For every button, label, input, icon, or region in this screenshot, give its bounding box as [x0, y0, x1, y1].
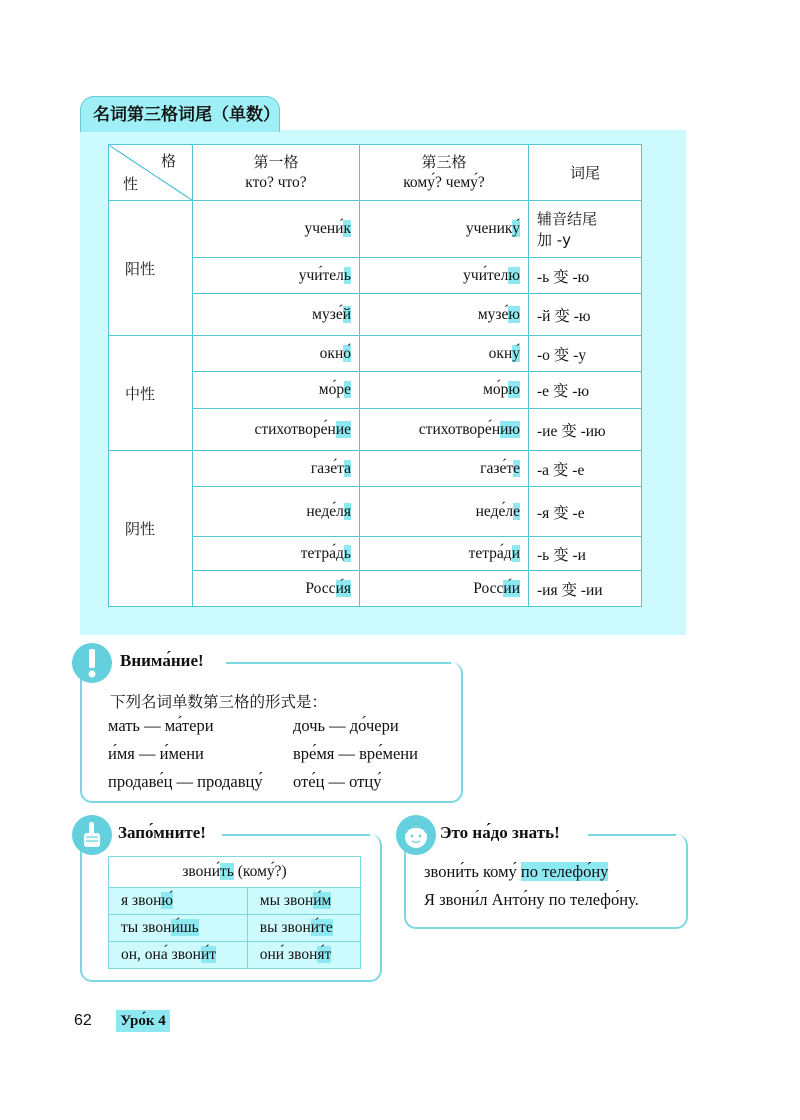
gender-masculine: 阳性	[109, 201, 193, 336]
conjugation-table	[108, 856, 361, 969]
nominative-cell: газе́та	[193, 451, 360, 487]
ending-cell: -е 变 -ю	[529, 372, 642, 409]
nominative-cell: окно́	[193, 336, 360, 372]
irregular-pair: дочь — до́чери	[293, 716, 399, 735]
ending-cell: -я 变 -е	[529, 487, 642, 537]
irregular-pair: оте́ц — отцу́	[293, 772, 382, 791]
remember-title: Запо́мните!	[118, 823, 206, 842]
conjugation-cell: ты звони́шь	[109, 915, 248, 942]
dative-cell: газе́те	[360, 451, 529, 487]
dative-cell: ученику́	[360, 201, 529, 258]
dative-cell: музе́ю	[360, 294, 529, 336]
nominative-cell: Росси́я	[193, 571, 360, 607]
conjugation-cell: он, она́ звони́т	[109, 942, 248, 969]
nominative-cell: учени́к	[193, 201, 360, 258]
nominative-cell: музе́й	[193, 294, 360, 336]
need-to-know-divider	[588, 834, 676, 836]
gender-feminine: 阴性	[109, 451, 193, 607]
phrase-line: звони́ть кому́ по телефо́ну	[424, 862, 609, 881]
ending-cell: -й 变 -ю	[529, 294, 642, 336]
table-row	[109, 888, 361, 915]
pointing-hand-icon	[72, 815, 112, 855]
attention-divider	[226, 662, 451, 664]
corner-case-label: 格	[160, 152, 176, 170]
nominative-cell: тетра́дь	[193, 537, 360, 571]
ending-cell: -о 变 -у	[529, 336, 642, 372]
table-row	[109, 336, 642, 372]
dative-cell: неде́ле	[360, 487, 529, 537]
col-dative-header: 第三格 кому́? чему́?	[360, 145, 529, 201]
irregular-pair: продаве́ц — продавцу́	[108, 772, 263, 791]
nominative-cell: неде́ля	[193, 487, 360, 537]
table-row	[109, 915, 361, 942]
conjugation-cell: мы звони́м	[247, 888, 360, 915]
table-header-row	[109, 145, 642, 201]
table-row	[109, 451, 642, 487]
attention-title: Внима́ние!	[120, 651, 204, 670]
dative-cell: тетра́ди	[360, 537, 529, 571]
face-icon	[396, 815, 436, 855]
dative-cell: окну́	[360, 336, 529, 372]
col-nominative-header: 第一格 кто? что?	[193, 145, 360, 201]
ending-cell: -ие 变 -ию	[529, 409, 642, 451]
ending-cell: -ь 变 -и	[529, 537, 642, 571]
conjugation-cell: они́ звоня́т	[247, 942, 360, 969]
endings-table	[108, 144, 642, 607]
conjugation-header	[109, 857, 361, 888]
corner-gender-label: 性	[123, 175, 139, 193]
dative-cell: мо́рю	[360, 372, 529, 409]
ending-cell: -а 变 -е	[529, 451, 642, 487]
irregular-pair: мать — ма́тери	[108, 716, 214, 735]
ending-cell: -ь 变 -ю	[529, 258, 642, 294]
conjugation-cell: вы звони́те	[247, 915, 360, 942]
need-to-know-title: Это на́до знать!	[440, 823, 560, 842]
exclamation-icon	[72, 643, 112, 683]
table-row	[109, 201, 642, 258]
gender-neuter: 中性	[109, 336, 193, 451]
example-sentence: Я звони́л Анто́ну по телефо́ну.	[424, 890, 639, 909]
dative-cell: учи́телю	[360, 258, 529, 294]
dative-cell: стихотворе́нию	[360, 409, 529, 451]
verb-infinitive: звони́ть (кому́?)	[109, 857, 361, 888]
ending-cell: 辅音结尾 加 -у	[529, 201, 642, 258]
dative-cell: Росси́и	[360, 571, 529, 607]
attention-intro: 下列名词单数第三格的形式是：	[110, 693, 328, 711]
nominative-cell: мо́ре	[193, 372, 360, 409]
conjugation-cell: я звоню́	[109, 888, 248, 915]
table-row	[109, 942, 361, 969]
lesson-tag: Уро́к 4	[116, 1010, 170, 1032]
page-number: 62	[74, 1012, 92, 1029]
irregular-pair: и́мя — и́мени	[108, 744, 204, 763]
section-title: 名词第三格词尾（单数）	[80, 96, 280, 132]
irregular-pair: вре́мя — вре́мени	[293, 744, 418, 763]
remember-divider	[222, 834, 370, 836]
ending-cell: -ия 变 -ии	[529, 571, 642, 607]
corner-cell	[109, 145, 193, 201]
nominative-cell: учи́тель	[193, 258, 360, 294]
col-ending-header: 词尾	[529, 145, 642, 201]
nominative-cell: стихотворе́ние	[193, 409, 360, 451]
